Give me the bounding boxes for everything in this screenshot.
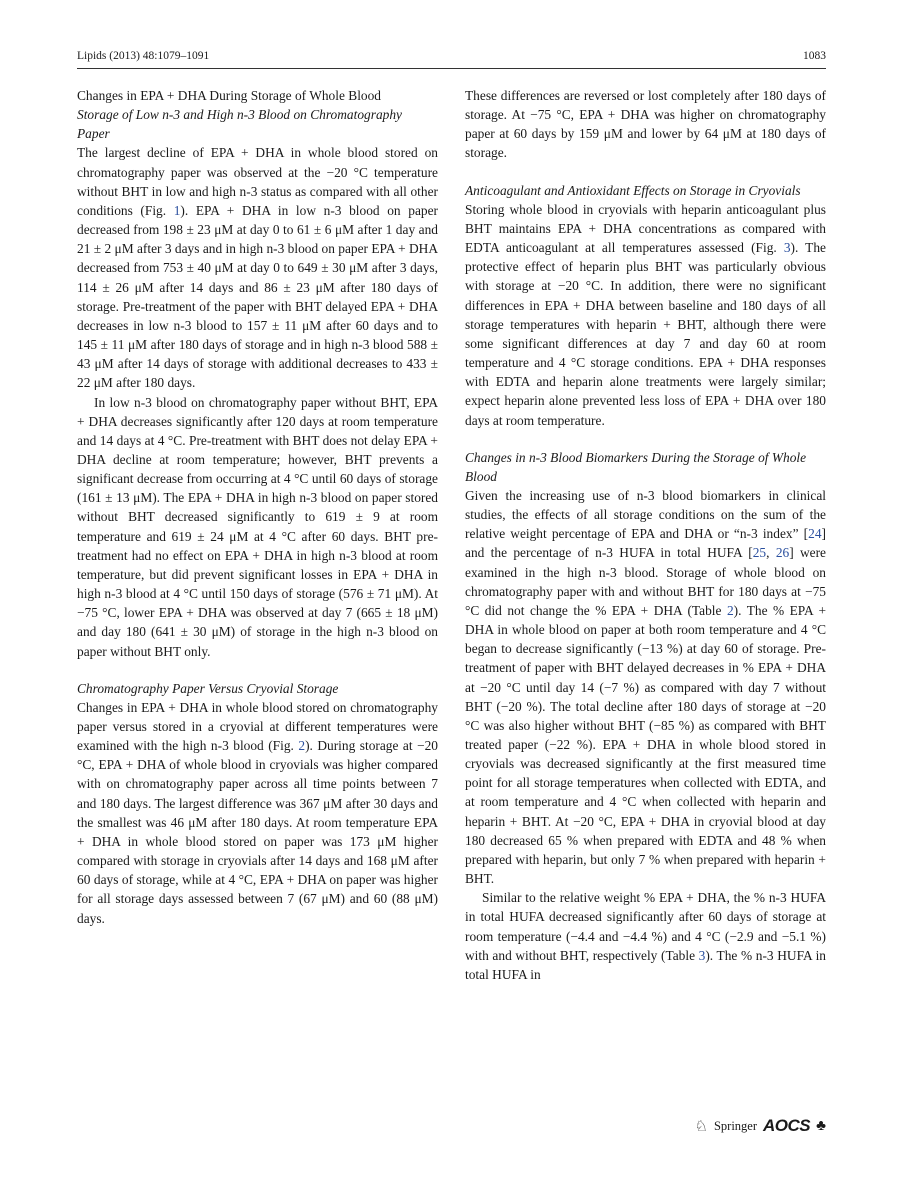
publisher-name: Springer xyxy=(713,1118,758,1133)
paragraph: In low n-3 blood on chromatography paper without BHT, EPA + DHA decreases significantly after 120 days at room temperature and 14 days at 4 °C. Pre-treatment with BHT does not delay EPA + DHA decline at room temperature; however, BHT prevents a significant decrease from occurring at 4 °C until 60 days of storage (161 ± 13 μM). The EPA + DHA in high n-3 blood on paper stored without BHT decreased significantly to 619 ± 9 at room temperature and 619 ± 24 μM at 4 °C after 60 days. BHT pre-treatment had no effect on EPA + DHA in high n-3 blood at room temperature, but did prevent significant losses in EPA + DHA in high n-3 blood at 4 °C until 150 days of storage (576 ± 71 μM). At −75 °C, lower EPA + DHA was observed at day 7 (665 ± 18 μM) and day 180 (641 ± 30 μM) of storage in the high n-3 blood on paper without BHT only. xyxy=(77,394,438,659)
subsection-title: Storage of Low n-3 and High n-3 Blood on Chromatography Paper xyxy=(77,107,402,142)
figure-link[interactable]: 1 xyxy=(173,202,181,218)
paragraph: These differences are reversed or lost completely after 180 days of storage. At −75 °C, EPA + DHA was higher on chromatography paper at 60 days by 159 μM and lower by 64 μM at 180 days of storage. xyxy=(465,88,826,161)
subsection-title: Anticoagulant and Antioxidant Effects on Storage in Cryovials xyxy=(465,182,801,198)
page-number: 1083 xyxy=(803,50,826,62)
reference-link[interactable]: 26 xyxy=(775,545,790,561)
paragraph: Storing whole blood in cryovials with heparin anticoagulant plus BHT maintains EPA + DHA concentrations as compared with EDTA anticoagulant at all temperatures assessed (Fig. 3). The protective effect of heparin plus BHT was particularly obvious with storage at −20 °C. In addition, there were no significant differences in EPA + DHA between baseline and 180 days of all storage temperatures with heparin + BHT, although there were some significant differences at day 7 and day 60 at room temperature and 4 °C storage conditions. EPA + DHA responses with EDTA and heparin alone treatments were largely similar; expect heparin alone prevented less loss of EPA + DHA over 180 days at room temperature. xyxy=(465,201,826,428)
right-column xyxy=(465,86,826,984)
paragraph: Changes in EPA + DHA in whole blood stored on chromatography paper versus stored in a cryovial at different temperatures were examined with the high n-3 blood (Fig. 2). During storage at −20 °C, EPA + DHA of whole blood in cryovials was higher compared with on chromatography paper across all time points between 7 and 180 days. The largest difference was 367 μM after 30 days and the smallest was 46 μM after 180 days. At room temperature EPA + DHA in whole blood stored on paper was 173 μM higher compared with storage in cryovials after 14 days and 168 μM after 60 days of storage, while at 4 °C, EPA + DHA on paper was higher for all storage days assessed between 7 (67 μM) and 60 (88 μM) days. xyxy=(77,699,438,926)
reference-link[interactable]: 25 xyxy=(752,545,767,561)
paragraph: Similar to the relative weight % EPA + DHA, the % n-3 HUFA in total HUFA decreased significantly after 60 days of storage at room temperature (−4.4 and −4.4 %) and 4 °C (−2.9 and −5.1 %) with and without BHT, respectively (Table 3). The % n-3 HUFA in total HUFA in xyxy=(465,890,826,982)
figure-link[interactable]: 2 xyxy=(298,738,306,754)
section-title: Changes in EPA + DHA During Storage of Whole Blood xyxy=(77,88,381,103)
aocs-logo: AOCS xyxy=(763,1116,811,1135)
left-column xyxy=(77,86,438,928)
subsection-title: Changes in n-3 Blood Biomarkers During the Storage of Whole Blood xyxy=(465,449,807,484)
paragraph: The largest decline of EPA + DHA in whole blood stored on chromatography paper was observed at the −20 °C temperature without BHT in low and high n-3 status as compared with all other conditions (Fig. 1). EPA + DHA in low n-3 blood on paper decreased from 198 ± 23 μM at day 0 to 61 ± 6 μM after 1 day and 21 ± 2 μM after 3 days and in high n-3 blood on paper EPA + DHA decreased from 753 ± 40 μM at day 0 to 649 ± 30 μM after 3 days, 114 ± 26 μM after 14 days and 86 ± 23 μM after 180 days of storage. Pre-treatment of the paper with BHT delayed EPA + DHA decreases in low n-3 blood to 157 ± 11 μM after 60 days and to 145 ± 11 μM after 180 days of storage and in high n-3 blood 588 ± 43 μM after 14 days of storage with additional decreases to 433 ± 22 μM after 180 days. xyxy=(77,145,438,391)
journal-citation: Lipids (2013) 48:1079–1091 xyxy=(77,50,210,62)
figure-link[interactable]: 3 xyxy=(783,240,791,256)
publisher-footer xyxy=(695,1114,826,1138)
paragraph: Given the increasing use of n-3 blood biomarkers in clinical studies, the effects of all storage conditions on the sum of the relative weight percentage of EPA and DHA or “n-3 index” [24] and the percentage of n-3 HUFA in total HUFA [25, 26] were examined in the high n-3 blood. Storage of whole blood on chromatography paper with and without BHT for 180 days at −75 °C did not change the % EPA + DHA (Table 2). The % EPA + DHA in whole blood on paper at both room temperature and 4 °C began to decrease significantly (−13 %) at day 60 of storage. Pre-treatment of paper with BHT delayed decreases in % EPA + DHA at −20 °C until day 14 (−7 %) as compared with day 7 without BHT (−20 %). The total decline after 180 days of storage at −20 °C was also higher without BHT (−85 %) as compared with BHT treated paper (−22 %). EPA + DHA in whole blood stored in cryovials was decreased significantly at the first measured time point for all storage temperatures when collected with EDTA, and at room temperature and 4 °C when collected with heparin and heparin + BHT. At −20 °C, EPA + DHA in cryovial blood at day 180 decreased 65 % when prepared with EDTA and 48 % when prepared with heparin, but only 7 % when prepared with heparin + BHT. xyxy=(465,487,827,887)
header-rule xyxy=(77,68,826,69)
springer-horse-icon: ♘ xyxy=(694,1118,708,1135)
running-header xyxy=(77,50,826,66)
reference-link[interactable]: 24 xyxy=(808,526,822,542)
table-link[interactable]: 3 xyxy=(698,947,706,963)
table-link[interactable]: 2 xyxy=(726,602,734,618)
aocs-clover-icon: ♣ xyxy=(816,1117,826,1134)
subsection-title: Chromatography Paper Versus Cryovial Storage xyxy=(77,680,339,696)
